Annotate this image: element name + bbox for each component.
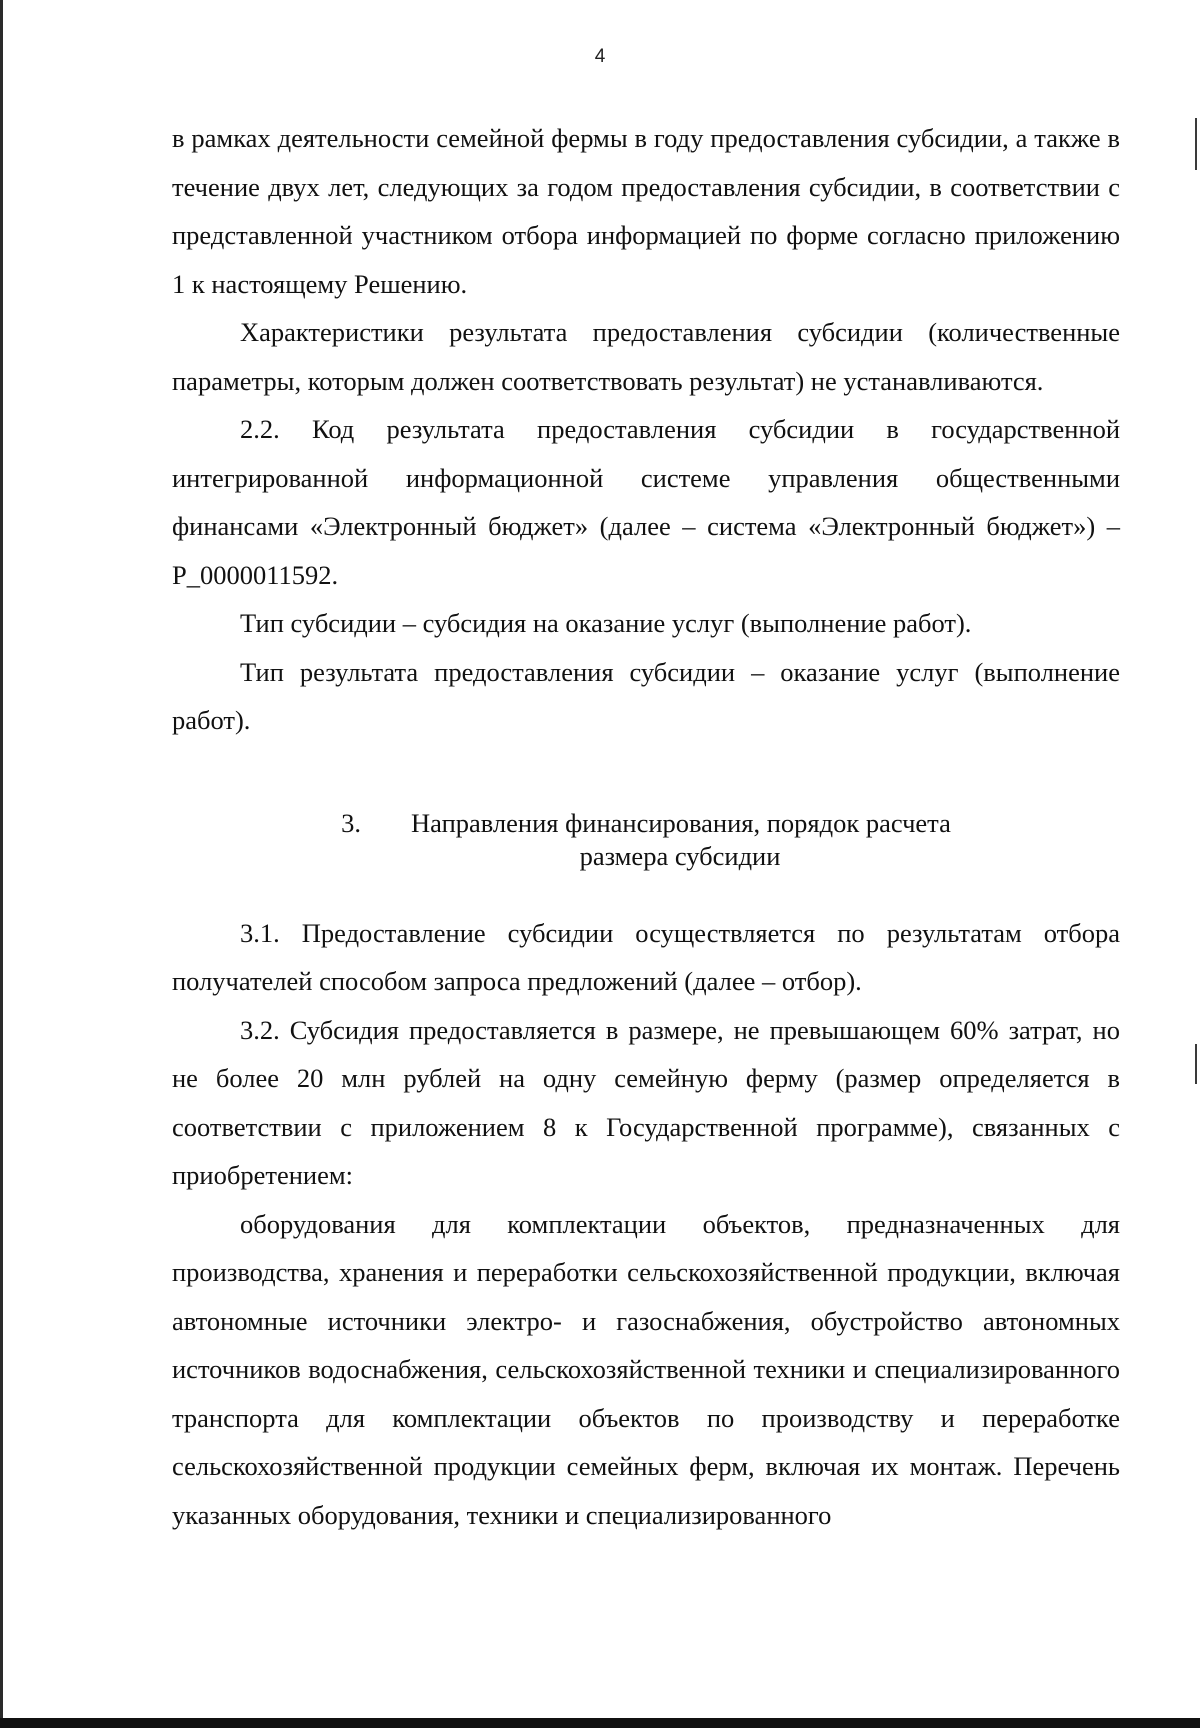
paragraph-3-1: 3.1. Предоставление субсидии осуществляется по результатам отбора получателей способом запроса предложений (далее – отбор). bbox=[172, 917, 1120, 996]
paragraph-result-type: Тип результата предоставления субсидии – оказание услуг (выполнение работ). bbox=[172, 656, 1120, 735]
scan-edge-mark bbox=[1195, 1044, 1197, 1084]
paragraph-subsidy-type: Тип субсидии – субсидия на оказание услуг (выполнение работ). bbox=[240, 608, 972, 638]
scan-edge-mark bbox=[1195, 118, 1197, 170]
paragraph-2-2: 2.2. Код результата предоставления субсидии в государственной интегрированной информационной системе управления общественными финансами «Электронный бюджет» (далее – система «Электронный бюджет») – P_0000011592. bbox=[172, 414, 1120, 590]
paragraph-equipment: оборудования для комплектации объектов, предназначенных для производства, хранения и переработки сельскохозяйственной продукции, включая автономные источники электро- и газоснабжения, обустройство автономных источников водоснабжения, сельскохозяйственной техники и специализированного транспорта для комплектации объектов по производству и переработке сельскохозяйственной продукции семейных ферм, включая их монтаж. Перечень указанных оборудования, техники и специализированного bbox=[172, 1208, 1120, 1530]
paragraph-result-characteristics: Характеристики результата предоставления субсидии (количественные параметры, которым должен соответствовать результат) не устанавливаются. bbox=[172, 317, 1120, 396]
section-number: 3. bbox=[341, 807, 362, 838]
scan-edge-bottom bbox=[0, 1718, 1200, 1728]
paragraph-continuation: в рамках деятельности семейной фермы в году предоставления субсидии, а также в течение двух лет, следующих за годом предоставления субсидии, в соответствии с представленной участником отбора информацией по форме согласно приложению 1 к настоящему Решению. bbox=[172, 123, 1120, 299]
paragraph-3-2: 3.2. Субсидия предоставляется в размере, не превышающем 60% затрат, но не более 20 млн рублей на одну семейную ферму (размер определяется в соответствии с приложением 8 к Государственной программе), связанных с приобретением: bbox=[172, 1014, 1120, 1190]
section-title-line1: Направления финансирования, порядок расчета bbox=[411, 807, 951, 838]
page-number: 4 bbox=[594, 46, 606, 67]
document-body bbox=[172, 114, 1120, 1539]
section-title-line2: размера субсидии bbox=[579, 840, 781, 871]
section-heading bbox=[172, 807, 1120, 873]
scan-edge-left bbox=[0, 0, 3, 1728]
